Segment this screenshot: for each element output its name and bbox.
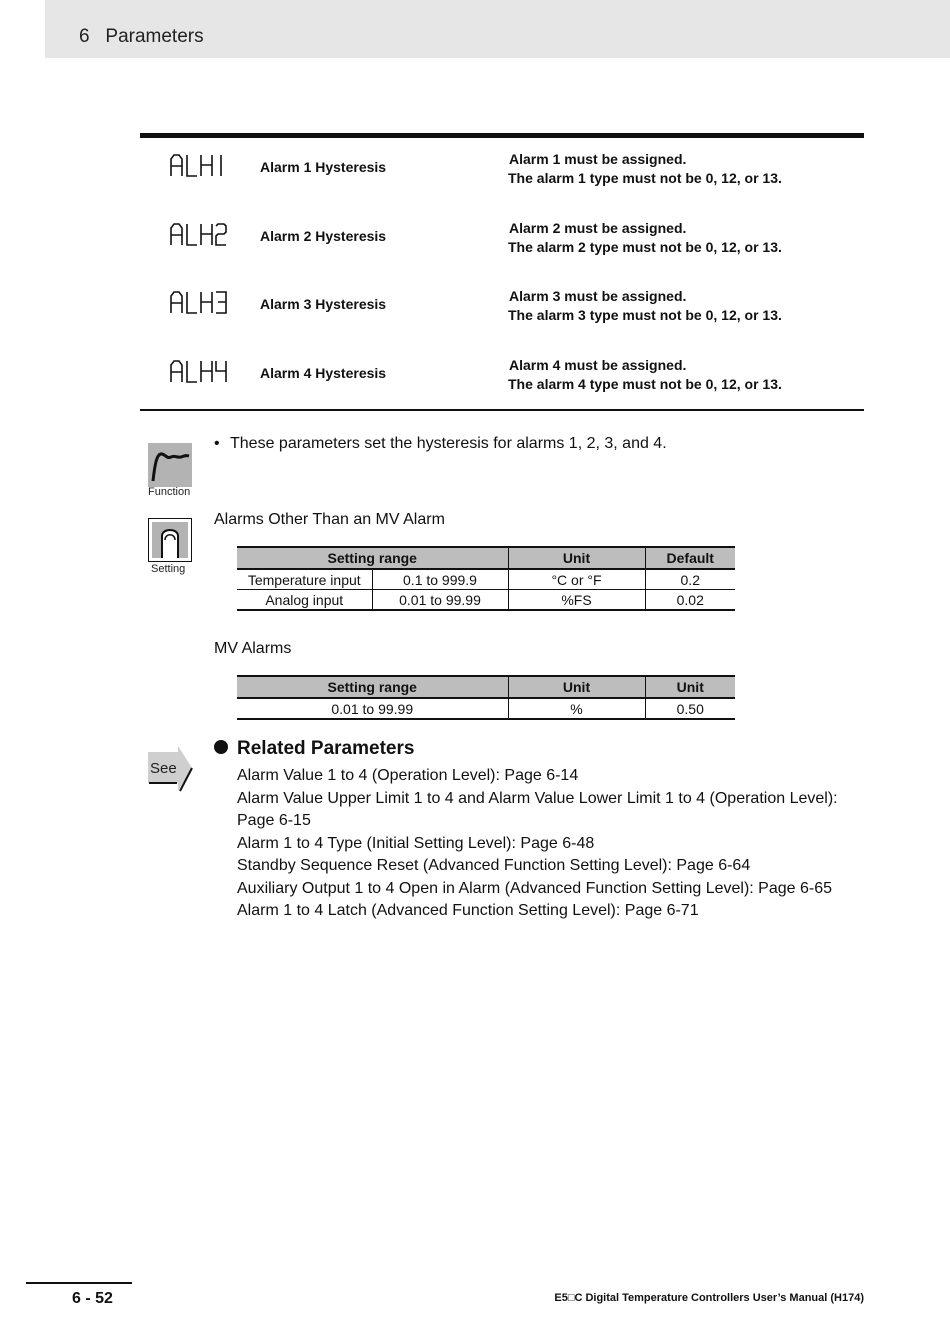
table-mv-alarms [237, 675, 735, 720]
condition-assigned: Alarm 4 must be assigned. [509, 357, 687, 373]
param-name: Alarm 4 Hysteresis [260, 365, 387, 381]
param-row-alh4 [140, 356, 864, 400]
symbol-alh1-icon [168, 150, 228, 180]
condition-type: The alarm 1 type must not be 0, 12, or 13. [508, 170, 782, 186]
list-item: Page 6-15 [237, 812, 311, 829]
cell-input-type: Temperature input [237, 569, 372, 590]
related-title-text: Related Parameters [237, 738, 415, 759]
col-header-setting-range: Setting range [237, 676, 508, 698]
param-conditions [508, 219, 782, 257]
param-name: Alarm 3 Hysteresis [260, 296, 387, 312]
list-item: Auxiliary Output 1 to 4 Open in Alarm (Advanced Function Setting Level): Page 6-65 [237, 879, 832, 897]
table-header-row [237, 676, 735, 698]
cell-range: 0.01 to 99.99 [237, 698, 508, 719]
param-name: Alarm 2 Hysteresis [260, 228, 387, 244]
param-row-alh1 [140, 150, 864, 194]
cell-range: 0.01 to 99.99 [372, 590, 508, 611]
list-item: Alarm Value 1 to 4 (Operation Level): Page 6-14 [237, 767, 579, 784]
cell-default: 0.02 [645, 590, 735, 611]
manual-title: E5□C Digital Temperature Controllers User’s Manual (H174) [554, 1292, 864, 1304]
symbol-alh3-icon [168, 287, 228, 317]
table-top-rule [140, 133, 864, 138]
list-item: Alarm 1 to 4 Latch (Advanced Function Setting Level): Page 6-71 [237, 902, 699, 919]
cell-range: 0.1 to 999.9 [372, 569, 508, 590]
list-item: Standby Sequence Reset (Advanced Function Setting Level): Page 6-64 [237, 857, 751, 874]
list-item: Alarm Value Upper Limit 1 to 4 and Alarm Value Lower Limit 1 to 4 (Operation Level): [237, 789, 838, 807]
function-icon [148, 443, 192, 492]
param-conditions [508, 356, 782, 394]
table-row [237, 698, 735, 719]
footer-rule [26, 1282, 132, 1284]
setting-icon [148, 518, 192, 567]
col-header-setting-range: Setting range [237, 547, 508, 569]
cell-default: 0.2 [645, 569, 735, 590]
table-header-row [237, 547, 735, 569]
table-bottom-rule [140, 409, 864, 411]
param-row-alh3 [140, 287, 864, 331]
function-label: Function [148, 486, 191, 498]
col-header-unit: Unit [508, 547, 645, 569]
related-parameters-title [214, 738, 414, 760]
bullet-dot-icon [214, 740, 228, 754]
table-row [237, 569, 735, 590]
condition-type: The alarm 3 type must not be 0, 12, or 13. [508, 307, 782, 323]
cell-input-type: Analog input [237, 590, 372, 611]
param-conditions [508, 150, 782, 188]
bullet-dot: • [214, 435, 220, 452]
param-name: Alarm 1 Hysteresis [260, 159, 387, 175]
related-parameters-list [237, 765, 867, 923]
list-item: Alarm 1 to 4 Type (Initial Setting Level): Page 6-48 [237, 834, 595, 852]
heading-other-alarms: Alarms Other Than an MV Alarm [214, 511, 445, 528]
page-number: 6 - 52 [72, 1290, 113, 1307]
condition-type: The alarm 2 type must not be 0, 12, or 13. [508, 239, 782, 255]
col-header-default: Default [645, 547, 735, 569]
cell-unit: %FS [508, 590, 645, 611]
table-other-alarms [237, 546, 735, 611]
setting-label: Setting [151, 563, 186, 575]
condition-assigned: Alarm 2 must be assigned. [509, 220, 687, 236]
heading-mv-alarms: MV Alarms [214, 640, 292, 657]
col-header-unit: Unit [508, 676, 645, 698]
section-title: 6 Parameters [79, 26, 204, 47]
function-text: These parameters set the hysteresis for alarms 1, 2, 3, and 4. [230, 435, 667, 452]
cell-unit: % [508, 698, 645, 719]
symbol-alh4-icon [168, 356, 228, 386]
symbol-alh2-icon [168, 219, 228, 249]
page-header [45, 0, 950, 58]
cell-unit: °C or °F [508, 569, 645, 590]
col-header-unit-2: Unit [645, 676, 735, 698]
condition-assigned: Alarm 3 must be assigned. [509, 288, 687, 304]
param-row-alh2 [140, 219, 864, 263]
condition-type: The alarm 4 type must not be 0, 12, or 13. [508, 376, 782, 392]
table-row [237, 590, 735, 611]
function-description [214, 435, 667, 453]
see-label: See [150, 760, 177, 777]
param-conditions [508, 287, 782, 325]
cell-default: 0.50 [645, 698, 735, 719]
condition-assigned: Alarm 1 must be assigned. [509, 151, 687, 167]
